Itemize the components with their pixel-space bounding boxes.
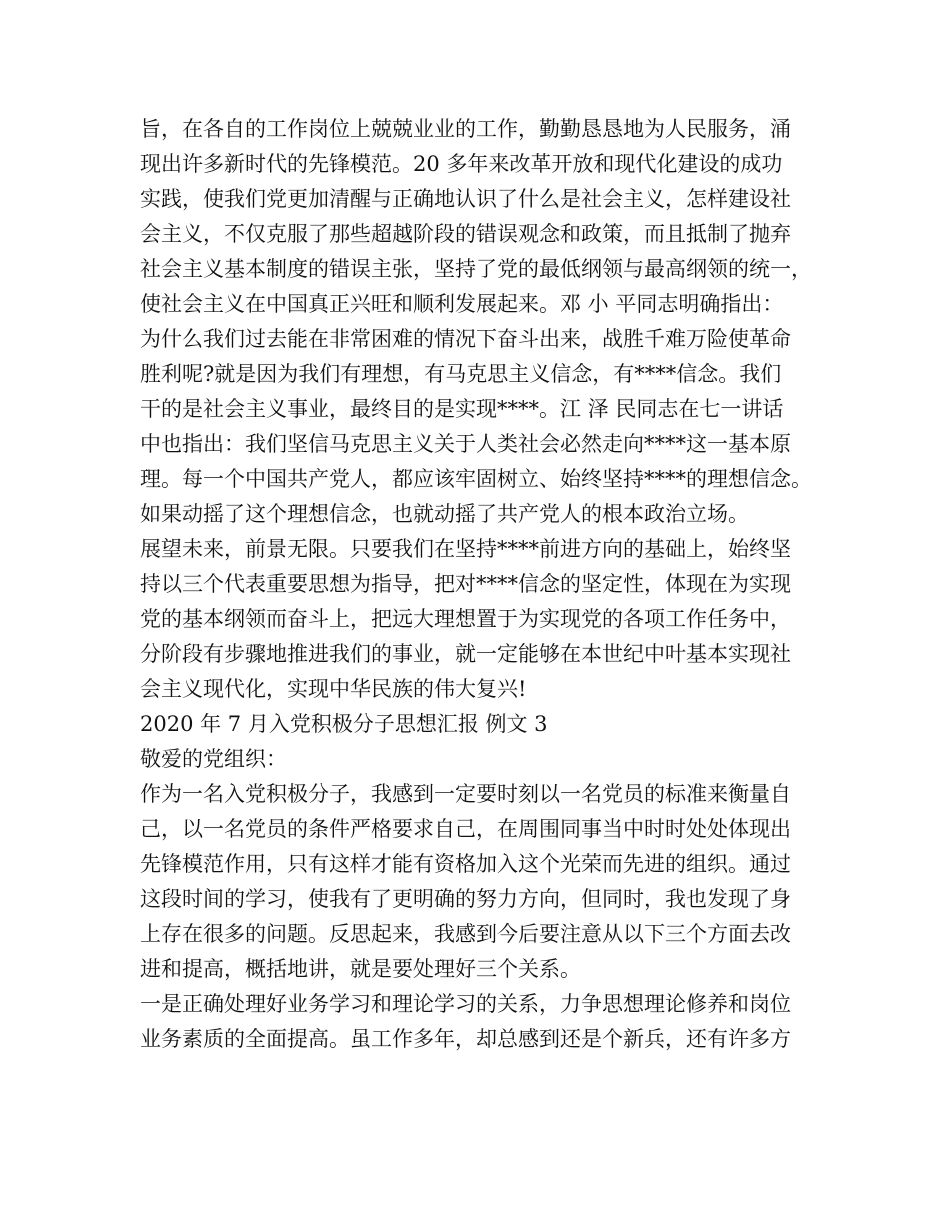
- section-title: 2020 年 7 月入党积极分子思想汇报 例文 3: [140, 712, 548, 736]
- text-line: 使社会主义在中国真正兴旺和顺利发展起来。邓 小 平同志明确指出：: [140, 292, 784, 316]
- text-line: 先锋模范作用，只有这样才能有资格加入这个光荣而先进的组织。通过: [140, 852, 791, 876]
- text-line: 持以三个代表重要思想为指导，把对****信念的坚定性，体现在为实现: [140, 572, 791, 596]
- text-line: 己，以一名党员的条件严格要求自己，在周围同事当中时时处处体现出: [140, 817, 791, 841]
- text-line: 党的基本纲领而奋斗上，把远大理想置于为实现党的各项工作任务中，: [140, 607, 791, 631]
- text-line: 作为一名入党积极分子，我感到一定要时刻以一名党员的标准来衡量自: [140, 782, 791, 806]
- text-line: 一是正确处理好业务学习和理论学习的关系，力争思想理论修养和岗位: [140, 992, 791, 1016]
- text-line: 这段时间的学习，使我有了更明确的努力方向，但同时，我也发现了身: [140, 887, 791, 911]
- text-line: 旨，在各自的工作岗位上兢兢业业的工作，勤勤恳恳地为人民服务，涌: [140, 117, 791, 141]
- text-line: 理。每一个中国共产党人，都应该牢固树立、始终坚持****的理想信念。: [140, 467, 812, 491]
- text-line: 干的是社会主义事业，最终目的是实现****。江 泽 民同志在七一讲话: [140, 397, 784, 421]
- text-line: 会主义，不仅克服了那些超越阶段的错误观念和政策，而且抵制了抛弃: [140, 222, 791, 246]
- text-line: 上存在很多的问题。反思起来，我感到今后要注意从以下三个方面去改: [140, 922, 791, 946]
- text-line: 社会主义基本制度的错误主张，坚持了党的最低纲领与最高纲领的统一，: [140, 257, 812, 281]
- text-line: 分阶段有步骤地推进我们的事业，就一定能够在本世纪中叶基本实现社: [140, 642, 791, 666]
- text-line: 如果动摇了这个理想信念，也就动摇了共产党人的根本政治立场。: [140, 502, 749, 526]
- salutation: 敬爱的党组织：: [140, 747, 287, 771]
- text-line: 展望未来，前景无限。只要我们在坚持****前进方向的基础上，始终坚: [140, 537, 791, 561]
- text-line: 实践，使我们党更加清醒与正确地认识了什么是社会主义，怎样建设社: [140, 187, 791, 211]
- text-line: 会主义现代化，实现中华民族的伟大复兴!: [140, 677, 527, 701]
- text-line: 现出许多新时代的先锋模范。20 多年来改革开放和现代化建设的成功: [140, 152, 783, 176]
- text-line: 胜利呢?就是因为我们有理想，有马克思主义信念，有****信念。我们: [140, 362, 782, 386]
- text-line: 业务素质的全面提高。虽工作多年，却总感到还是个新兵，还有许多方: [140, 1027, 791, 1051]
- text-line: 中也指出：我们坚信马克思主义关于人类社会必然走向****这一基本原: [140, 432, 791, 456]
- document-body: [140, 112, 840, 1057]
- text-line: 进和提高，概括地讲，就是要处理好三个关系。: [140, 957, 581, 981]
- text-line: 为什么我们过去能在非常困难的情况下奋斗出来，战胜千难万险使革命: [140, 327, 791, 351]
